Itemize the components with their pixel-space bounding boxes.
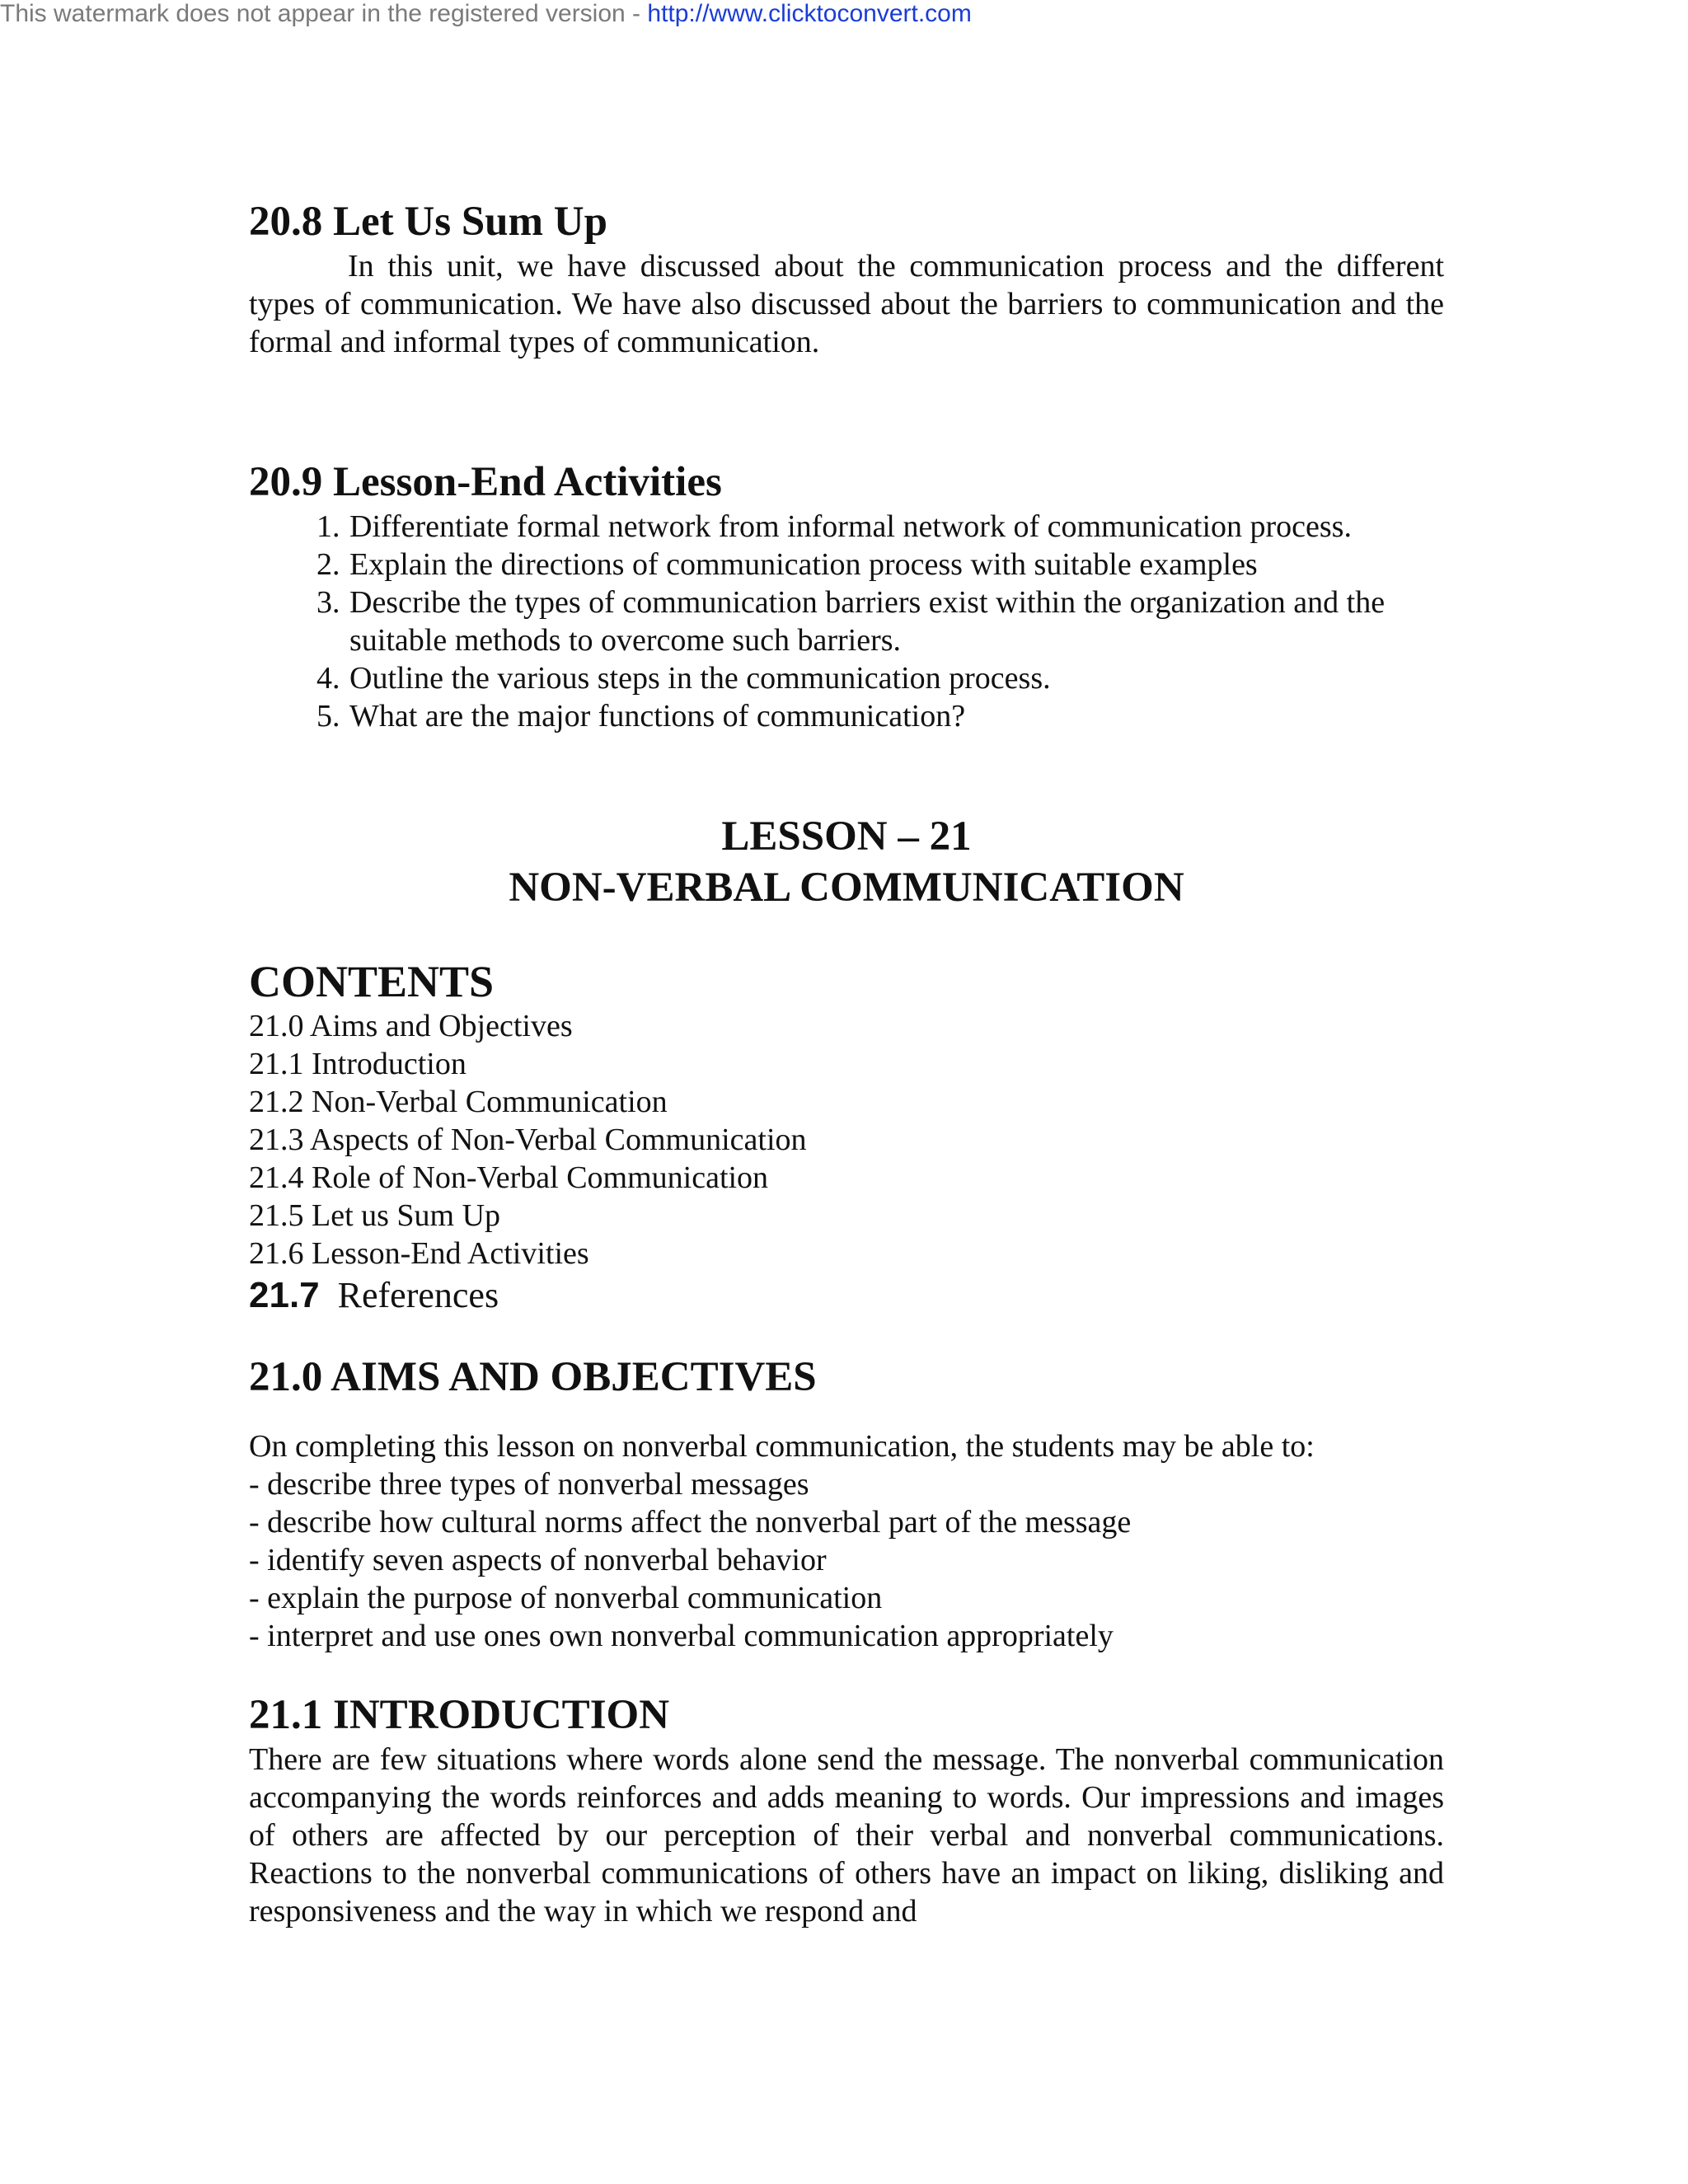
aims-point: - identify seven aspects of nonverbal behavior — [249, 1543, 827, 1577]
contents-item: 21.0 Aims and Objectives — [249, 1009, 573, 1043]
watermark-banner — [0, 0, 972, 28]
section-heading-21-1: 21.1 INTRODUCTION — [249, 1692, 670, 1738]
contents-item: 21.5 Let us Sum Up — [249, 1198, 501, 1233]
watermark-text: This watermark does not appear in the registered version - — [0, 0, 648, 27]
section-heading-20-9: 20.9 Lesson-End Activities — [249, 459, 722, 505]
lesson-title: NON-VERBAL COMMUNICATION — [509, 865, 1184, 911]
contents-item-label: References — [337, 1275, 499, 1315]
list-item: 2. Explain the directions of communication process with suitable examples — [348, 546, 1444, 583]
contents-item: 21.4 Role of Non-Verbal Communication — [249, 1160, 769, 1195]
watermark-link[interactable]: http://www.clicktoconvert.com — [647, 0, 972, 27]
document-page — [249, 196, 1444, 1930]
contents-item: 21.2 Non-Verbal Communication — [249, 1085, 668, 1119]
contents-item-number: 21.7 — [249, 1275, 320, 1315]
list-item: 4. Outline the various steps in the communication process. — [348, 659, 1444, 697]
aims-list — [249, 1465, 1444, 1655]
section-20-8-paragraph: In this unit, we have discussed about the communication process and the different types of communication. We have also discussed about the barriers to communication and the formal and informal types of communication. — [249, 249, 1444, 359]
list-item: 5. What are the major functions of communication? — [348, 697, 1444, 735]
contents-list — [249, 1007, 1444, 1319]
lesson-end-activities-list — [249, 508, 1444, 735]
aims-point: - explain the purpose of nonverbal communication — [249, 1581, 883, 1615]
contents-item-references — [249, 1272, 1444, 1319]
aims-point: - interpret and use ones own nonverbal communication appropriately — [249, 1619, 1114, 1653]
list-item: 3. Describe the types of communication barriers exist within the organization and the suitable methods to overcome such barriers. — [348, 583, 1444, 659]
list-item: 1. Differentiate formal network from informal network of communication process. — [348, 508, 1444, 546]
introduction-paragraph: There are few situations where words alone send the message. The nonverbal communication accompanying the words reinforces and adds meaning to words. Our impressions and images of others are affected by our perception of their verbal and nonverbal communications. Reactions to the nonverbal communications of others have an impact on liking, disliking and responsiveness and the way in which we respond and — [249, 1742, 1444, 1929]
lesson-number: LESSON – 21 — [721, 813, 972, 860]
section-heading-20-8: 20.8 Let Us Sum Up — [249, 199, 607, 245]
contents-heading: CONTENTS — [249, 957, 495, 1006]
contents-item: 21.6 Lesson-End Activities — [249, 1236, 589, 1271]
aims-intro: On completing this lesson on nonverbal communication, the students may be able to: — [249, 1429, 1315, 1464]
contents-item: 21.1 Introduction — [249, 1047, 467, 1081]
aims-point: - describe how cultural norms affect the nonverbal part of the message — [249, 1505, 1132, 1540]
section-heading-21-0: 21.0 AIMS AND OBJECTIVES — [249, 1354, 817, 1400]
contents-item: 21.3 Aspects of Non-Verbal Communication — [249, 1122, 807, 1157]
aims-point: - describe three types of nonverbal messages — [249, 1467, 809, 1502]
